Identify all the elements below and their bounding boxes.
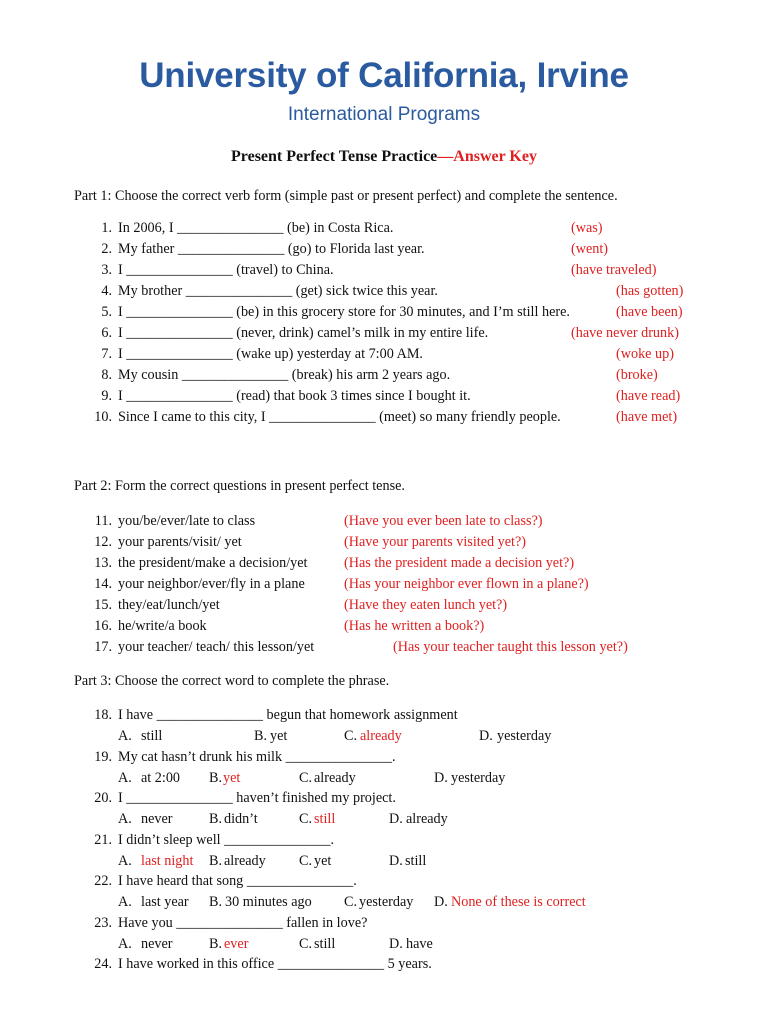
item-answer: (woke up) bbox=[616, 346, 674, 362]
option-letter: B. bbox=[209, 769, 223, 786]
item-answer: (have read) bbox=[616, 388, 681, 404]
option-text: never bbox=[141, 935, 173, 952]
option-letter: C. bbox=[299, 811, 313, 827]
option-letter: D. bbox=[389, 811, 403, 827]
item-question: My cat hasn’t drunk his milk _______________. bbox=[118, 748, 396, 765]
item-answer: (have traveled) bbox=[571, 262, 657, 278]
option-letter: A. bbox=[118, 935, 132, 952]
part2-heading: Part 2: Form the correct questions in present perfect tense. bbox=[74, 478, 405, 494]
title-main: Present Perfect Tense Practice bbox=[231, 148, 438, 165]
option-letter: B. bbox=[209, 811, 223, 827]
item-question: I have heard that song _______________. bbox=[118, 873, 357, 889]
option-letter: B. bbox=[209, 935, 223, 952]
item-number: 1. bbox=[101, 220, 112, 236]
option-text: already bbox=[314, 769, 356, 786]
option-letter: D. bbox=[389, 935, 403, 952]
item-sentence: I _______________ (wake up) yesterday at 7:00 AM. bbox=[118, 346, 423, 362]
item-answer: (broke) bbox=[616, 367, 658, 383]
option-letter: A. bbox=[118, 852, 132, 869]
option-letter: D. bbox=[389, 852, 403, 869]
option-text: 30 minutes ago bbox=[225, 894, 312, 910]
item-number: 5. bbox=[101, 304, 112, 320]
option-text: last year bbox=[141, 894, 189, 910]
item-number: 20. bbox=[94, 790, 112, 806]
item-answer: (Has the president made a decision yet?) bbox=[344, 555, 575, 571]
option-text: didn’t bbox=[224, 811, 258, 827]
part3-heading: Part 3: Choose the correct word to complete the phrase. bbox=[74, 673, 390, 689]
item-number: 15. bbox=[94, 597, 112, 613]
option-text: still bbox=[405, 852, 427, 869]
item-answer: (went) bbox=[571, 241, 609, 257]
option-letter: D. bbox=[434, 894, 448, 910]
item-sentence: My brother _______________ (get) sick twice this year. bbox=[118, 283, 438, 299]
item-prompt: your teacher/ teach/ this lesson/yet bbox=[118, 639, 315, 655]
item-number: 6. bbox=[101, 325, 112, 341]
item-answer: (Has he written a book?) bbox=[344, 618, 485, 634]
item-answer: (Have you ever been late to class?) bbox=[344, 513, 543, 529]
option-correct: ever bbox=[224, 935, 249, 952]
option-text: yesterday bbox=[359, 894, 414, 910]
item-question: I have worked in this office _______________ 5 years. bbox=[118, 956, 432, 972]
item-prompt: your neighbor/ever/fly in a plane bbox=[118, 576, 305, 592]
item-sentence: I _______________ (read) that book 3 times since I bought it. bbox=[118, 388, 471, 404]
program-subtitle: International Programs bbox=[287, 104, 481, 125]
item-number: 2. bbox=[101, 241, 112, 257]
item-question: I have _______________ begun that homework assignment bbox=[118, 707, 458, 723]
item-prompt: he/write/a book bbox=[118, 618, 207, 634]
item-number: 16. bbox=[94, 618, 112, 634]
item-number: 17. bbox=[94, 639, 112, 655]
item-number: 10. bbox=[94, 409, 112, 425]
option-letter: C. bbox=[299, 935, 313, 952]
item-sentence: In 2006, I _______________ (be) in Costa Rica. bbox=[118, 220, 394, 236]
option-correct: still bbox=[314, 811, 336, 827]
item-number: 12. bbox=[94, 534, 112, 550]
item-sentence: My cousin _______________ (break) his arm 2 years ago. bbox=[118, 367, 451, 383]
option-text: already bbox=[224, 852, 266, 869]
item-number: 8. bbox=[101, 367, 112, 383]
item-answer: (Has your teacher taught this lesson yet?) bbox=[393, 639, 628, 655]
option-text: never bbox=[141, 811, 173, 827]
item-prompt: the president/make a decision/yet bbox=[118, 555, 308, 571]
item-answer: (Have they eaten lunch yet?) bbox=[344, 597, 508, 613]
option-correct: None of these is correct bbox=[451, 894, 586, 910]
option-letter: A. bbox=[118, 769, 132, 786]
option-letter: C. bbox=[344, 728, 358, 744]
item-answer: (Has your neighbor ever flown in a plane?) bbox=[344, 576, 589, 592]
item-number: 7. bbox=[101, 346, 112, 362]
item-number: 18. bbox=[94, 707, 112, 723]
item-question: I didn’t sleep well _______________. bbox=[118, 831, 335, 848]
item-sentence: I _______________ (never, drink) camel’s milk in my entire life. bbox=[118, 325, 489, 341]
option-correct: already bbox=[360, 728, 402, 744]
option-letter: A. bbox=[118, 811, 132, 827]
option-letter: D. bbox=[434, 769, 448, 786]
option-letter: D. bbox=[479, 728, 493, 744]
item-number: 9. bbox=[101, 388, 112, 404]
worksheet-title bbox=[0, 148, 768, 166]
title-answer-key: —Answer Key bbox=[437, 148, 537, 165]
part1-heading: Part 1: Choose the correct verb form (simple past or present perfect) and complete the sentence. bbox=[74, 188, 618, 204]
option-correct: last night bbox=[141, 852, 194, 869]
option-letter: B. bbox=[209, 852, 223, 869]
option-letter: C. bbox=[299, 769, 313, 786]
item-prompt: you/be/ever/late to class bbox=[118, 513, 256, 529]
item-prompt: they/eat/lunch/yet bbox=[118, 597, 220, 613]
option-text: at 2:00 bbox=[141, 769, 181, 786]
option-text: yet bbox=[314, 852, 332, 869]
option-text: have bbox=[406, 935, 433, 952]
item-answer: (have met) bbox=[616, 409, 678, 425]
option-text: yesterday bbox=[497, 728, 552, 744]
item-answer: (Have your parents visited yet?) bbox=[344, 534, 527, 550]
option-letter: A. bbox=[118, 894, 132, 910]
item-sentence: Since I came to this city, I _______________ (meet) so many friendly people. bbox=[118, 409, 561, 425]
item-number: 23. bbox=[94, 914, 112, 931]
item-number: 21. bbox=[94, 831, 112, 848]
option-correct: yet bbox=[223, 769, 241, 786]
item-number: 3. bbox=[101, 262, 112, 278]
option-text: yesterday bbox=[451, 769, 506, 786]
item-sentence: My father _______________ (go) to Florida last year. bbox=[118, 241, 425, 257]
item-answer: (was) bbox=[571, 220, 603, 236]
item-answer: (has gotten) bbox=[616, 283, 684, 299]
option-text: still bbox=[141, 728, 163, 744]
item-question: I _______________ haven’t finished my project. bbox=[118, 790, 396, 806]
option-text: yet bbox=[270, 728, 288, 744]
option-letter: B. bbox=[254, 728, 268, 744]
item-question: Have you _______________ fallen in love? bbox=[118, 914, 368, 931]
item-number: 14. bbox=[94, 576, 112, 592]
item-answer: (have never drunk) bbox=[571, 325, 679, 341]
item-prompt: your parents/visit/ yet bbox=[118, 534, 242, 550]
item-number: 19. bbox=[94, 748, 112, 765]
item-number: 4. bbox=[101, 283, 112, 299]
option-letter: A. bbox=[118, 728, 132, 744]
item-number: 11. bbox=[94, 513, 112, 529]
item-sentence: I _______________ (travel) to China. bbox=[118, 262, 334, 278]
option-letter: C. bbox=[299, 852, 313, 869]
option-letter: C. bbox=[344, 894, 358, 910]
option-text: already bbox=[406, 811, 448, 827]
item-number: 13. bbox=[94, 555, 112, 571]
item-sentence: I _______________ (be) in this grocery store for 30 minutes, and I’m still here. bbox=[118, 304, 570, 320]
university-title: University of California, Irvine bbox=[139, 56, 629, 95]
item-answer: (have been) bbox=[616, 304, 683, 320]
option-letter: B. bbox=[209, 894, 223, 910]
item-number: 22. bbox=[94, 873, 112, 889]
option-text: still bbox=[314, 935, 336, 952]
item-number: 24. bbox=[94, 956, 112, 972]
